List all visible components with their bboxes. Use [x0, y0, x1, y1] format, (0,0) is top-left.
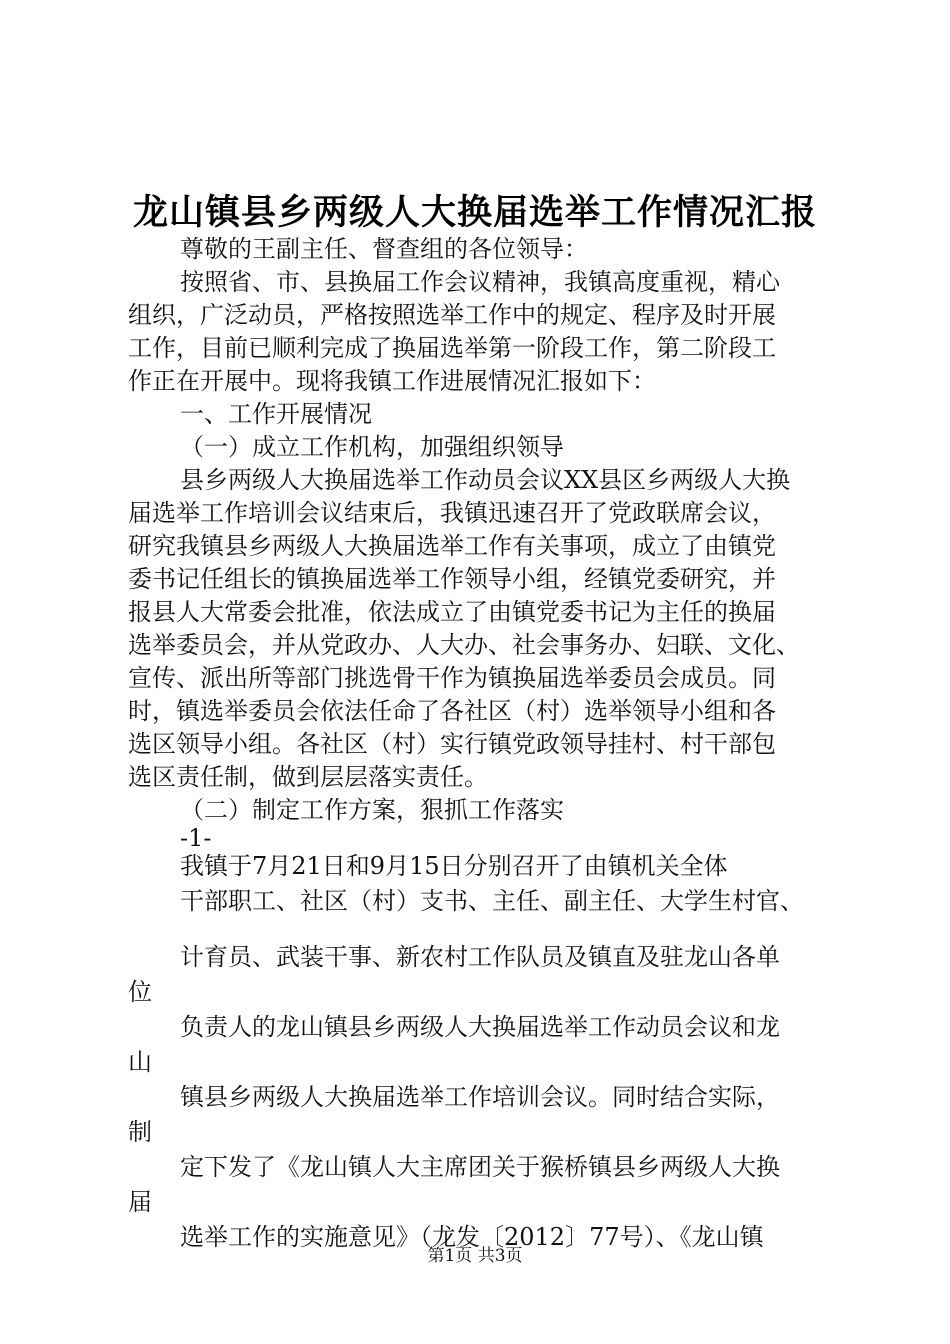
wrapped-char: 位 [128, 978, 152, 1006]
wrapped-char: 届 [128, 1188, 152, 1216]
document-title: 龙山镇县乡两级人大换届选举工作情况汇报 [132, 192, 817, 233]
body-line: 定下发了《龙山镇人大主席团关于猴桥镇县乡两级人大换 [180, 1153, 780, 1181]
body-line: 组织，广泛动员，严格按照选举工作中的规定、程序及时开展 [128, 301, 776, 329]
body-line: 时，镇选举委员会依法任命了各社区（村）选举领导小组和各 [128, 697, 776, 725]
body-line: 我镇于7月21日和9月15日分别召开了由镇机关全体 [180, 852, 728, 880]
body-line: 工作，目前已顺利完成了换届选举第一阶段工作，第二阶段工 [128, 334, 776, 362]
body-line: 选举工作的实施意见》（龙发〔2012〕77号）、《龙山镇 [180, 1223, 764, 1251]
body-line: 作正在开展中。现将我镇工作进展情况汇报如下： [128, 367, 656, 395]
body-line: 镇县乡两级人大换届选举工作培训会议。同时结合实际， [180, 1083, 780, 1111]
body-line: 委书记任组长的镇换届选举工作领导小组，经镇党委研究，并 [128, 565, 776, 593]
wrapped-char: 山 [128, 1048, 152, 1076]
subsection-heading: （一）成立工作机构，加强组织领导 [180, 433, 564, 461]
page-footer: 第1页 共3页 [427, 1246, 523, 1266]
body-line: 选区责任制，做到层层落实责任。 [128, 763, 488, 791]
subsection-heading: （二）制定工作方案，狠抓工作落实 [180, 796, 564, 824]
body-line: 研究我镇县乡两级人大换届选举工作有关事项，成立了由镇党 [128, 532, 776, 560]
body-line: 选区领导小组。各社区（村）实行镇党政领导挂村、村干部包 [128, 730, 776, 758]
body-line: 计育员、武装干事、新农村工作队员及镇直及驻龙山各单 [180, 943, 780, 971]
body-line: 选举委员会，并从党政办、人大办、社会事务办、妇联、文化、 [128, 631, 800, 659]
inline-page-marker: -1- [180, 824, 212, 852]
body-line: 报县人大常委会批准，依法成立了由镇党委书记为主任的换届 [128, 598, 776, 626]
body-line: 宣传、派出所等部门挑选骨干作为镇换届选举委员会成员。同 [128, 664, 776, 692]
wrapped-char: 制 [128, 1118, 152, 1146]
body-line: 县乡两级人大换届选举工作动员会议XX县区乡两级人大换 [180, 466, 791, 494]
body-line: 负责人的龙山镇县乡两级人大换届选举工作动员会议和龙 [180, 1013, 780, 1041]
body-line: 按照省、市、县换届工作会议精神，我镇高度重视，精心 [180, 268, 780, 296]
body-line: 干部职工、社区（村）支书、主任、副主任、大学生村官、 [180, 887, 804, 915]
section-heading: 一、工作开展情况 [180, 400, 372, 428]
body-line: 届选举工作培训会议结束后，我镇迅速召开了党政联席会议， [128, 499, 776, 527]
salutation-line: 尊敬的王副主任、督查组的各位领导： [180, 235, 588, 263]
